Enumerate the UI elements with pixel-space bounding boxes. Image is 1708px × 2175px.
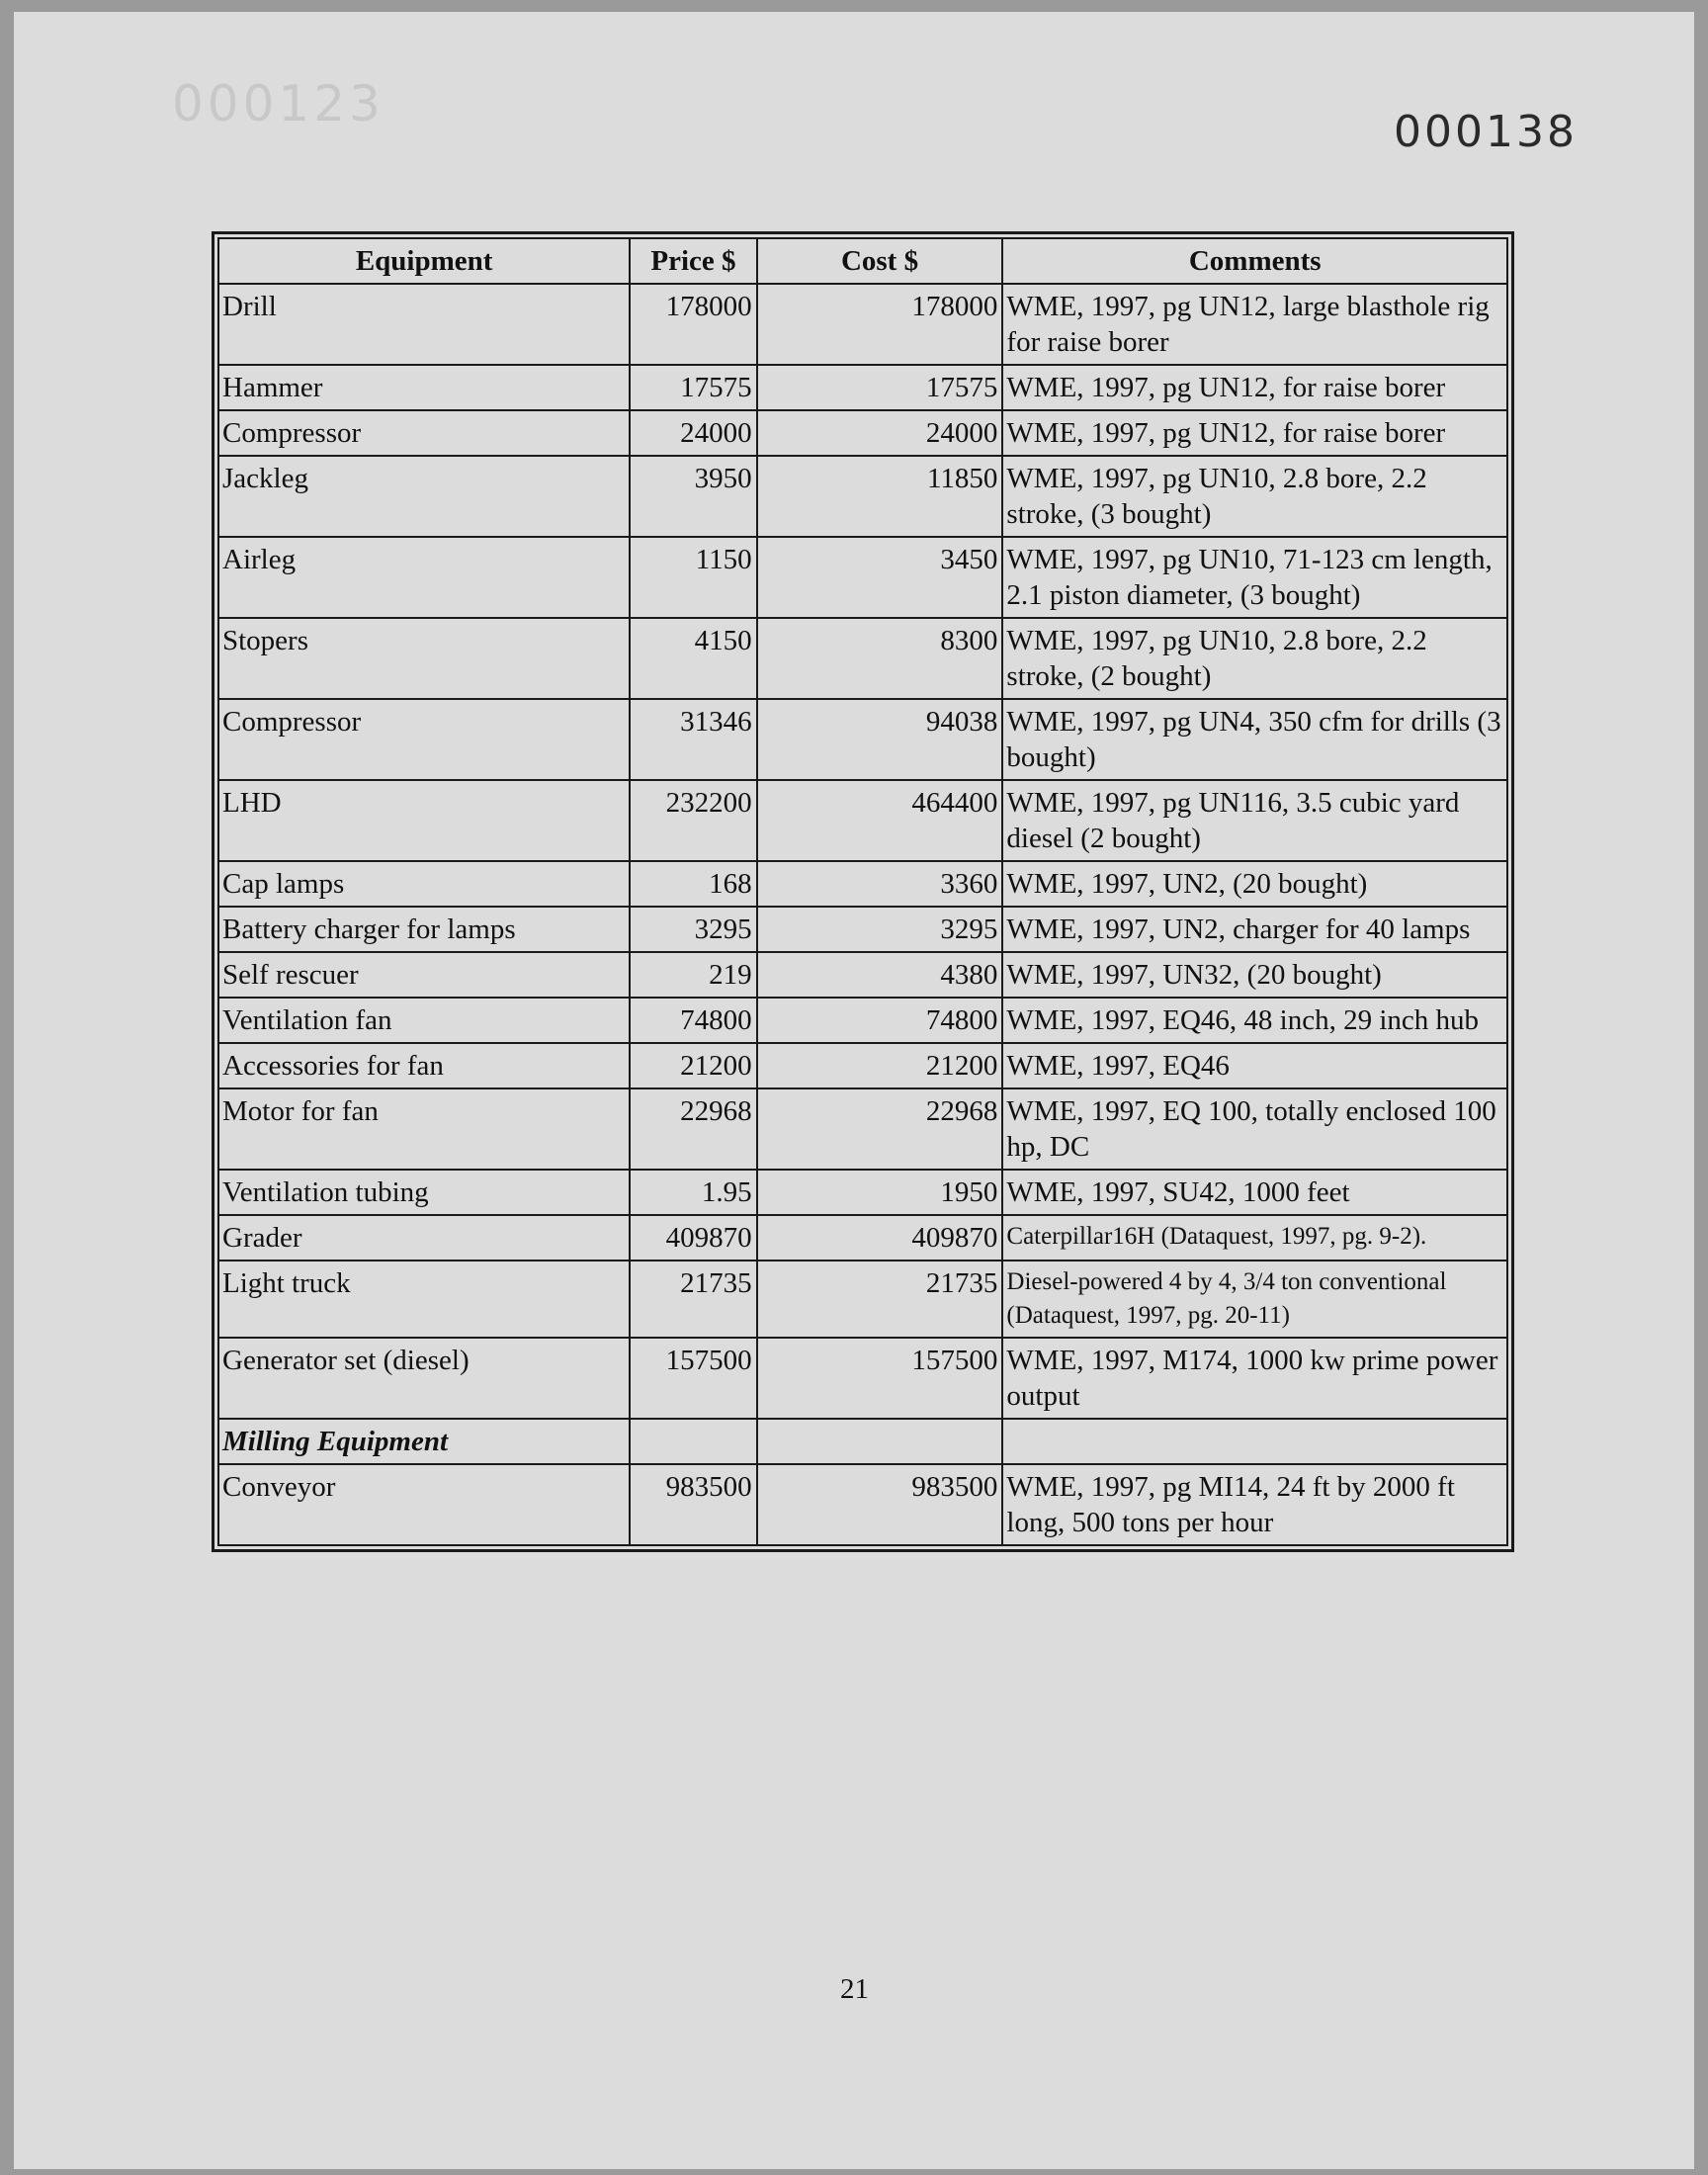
- table-row: [218, 998, 1507, 1043]
- bleed-through-stamp: 000123: [172, 75, 384, 132]
- table-row: [218, 1261, 1507, 1338]
- table-row: [218, 1170, 1507, 1215]
- equipment-cell: Generator set (diesel): [218, 1338, 630, 1419]
- comment-cell: WME, 1997, EQ46: [1002, 1043, 1507, 1088]
- table-row: [218, 952, 1507, 998]
- price-cell: 3295: [630, 907, 756, 952]
- comment-cell: Caterpillar16H (Dataquest, 1997, pg. 9-2).: [1002, 1215, 1507, 1261]
- equipment-cell: Battery charger for lamps: [218, 907, 630, 952]
- comment-cell: WME, 1997, pg UN12, for raise borer: [1002, 410, 1507, 456]
- price-cell: 1.95: [630, 1170, 756, 1215]
- price-cell: 74800: [630, 998, 756, 1043]
- comment-cell: WME, 1997, pg UN10, 71-123 cm length, 2.1 piston diameter, (3 bought): [1002, 537, 1507, 618]
- price-cell: 31346: [630, 699, 756, 780]
- bates-stamp: 000138: [1394, 107, 1578, 157]
- cost-cell: 983500: [757, 1464, 1003, 1545]
- price-cell: 219: [630, 952, 756, 998]
- equipment-cell: Cap lamps: [218, 861, 630, 907]
- cost-cell: 178000: [757, 284, 1003, 365]
- page-number: 21: [840, 1973, 869, 2005]
- cost-cell: 74800: [757, 998, 1003, 1043]
- equipment-cell: LHD: [218, 780, 630, 861]
- equipment-cell: Accessories for fan: [218, 1043, 630, 1088]
- price-cell: 22968: [630, 1088, 756, 1170]
- comment-cell: WME, 1997, SU42, 1000 feet: [1002, 1170, 1507, 1215]
- price-cell: 21200: [630, 1043, 756, 1088]
- comment-cell: WME, 1997, EQ46, 48 inch, 29 inch hub: [1002, 998, 1507, 1043]
- comment-cell: WME, 1997, EQ 100, totally enclosed 100 hp, DC: [1002, 1088, 1507, 1170]
- comment-cell: WME, 1997, pg UN12, large blasthole rig for raise borer: [1002, 284, 1507, 365]
- table-section-row: [218, 1419, 1507, 1464]
- price-cell: 168: [630, 861, 756, 907]
- table-row: [218, 456, 1507, 537]
- cost-cell: 94038: [757, 699, 1003, 780]
- equipment-cell: Compressor: [218, 699, 630, 780]
- equipment-cell: Jackleg: [218, 456, 630, 537]
- equipment-cell: Motor for fan: [218, 1088, 630, 1170]
- price-cell: 232200: [630, 780, 756, 861]
- cost-cell: 157500: [757, 1338, 1003, 1419]
- table-row: [218, 537, 1507, 618]
- table-row: [218, 1043, 1507, 1088]
- comment-cell: WME, 1997, pg UN4, 350 cfm for drills (3 bought): [1002, 699, 1507, 780]
- cost-cell: 11850: [757, 456, 1003, 537]
- comment-cell: WME, 1997, M174, 1000 kw prime power output: [1002, 1338, 1507, 1419]
- table-row: [218, 1464, 1507, 1545]
- cost-cell: 3450: [757, 537, 1003, 618]
- table-row: [218, 618, 1507, 699]
- price-cell: 4150: [630, 618, 756, 699]
- table-row: [218, 861, 1507, 907]
- equipment-cell: Ventilation tubing: [218, 1170, 630, 1215]
- price-cell: 157500: [630, 1338, 756, 1419]
- table-row: [218, 699, 1507, 780]
- cost-cell: 3295: [757, 907, 1003, 952]
- header-price: Price $: [630, 238, 756, 284]
- header-cost: Cost $: [757, 238, 1003, 284]
- comment-cell: WME, 1997, pg UN12, for raise borer: [1002, 365, 1507, 410]
- comment-cell: Diesel-powered 4 by 4, 3/4 ton conventional (Dataquest, 1997, pg. 20-11): [1002, 1261, 1507, 1338]
- price-cell: 21735: [630, 1261, 756, 1338]
- cost-cell: 22968: [757, 1088, 1003, 1170]
- table-row: [218, 410, 1507, 456]
- equipment-cell: Hammer: [218, 365, 630, 410]
- cost-cell: 8300: [757, 618, 1003, 699]
- equipment-cell: Airleg: [218, 537, 630, 618]
- price-cell: 409870: [630, 1215, 756, 1261]
- price-cell: 24000: [630, 410, 756, 456]
- table-row: [218, 284, 1507, 365]
- cost-cell: 464400: [757, 780, 1003, 861]
- cost-cell: 21735: [757, 1261, 1003, 1338]
- equipment-cost-table: [217, 237, 1508, 1546]
- cost-cell: 409870: [757, 1215, 1003, 1261]
- empty-cell: [630, 1419, 756, 1464]
- empty-cell: [757, 1419, 1003, 1464]
- empty-cell: [1002, 1419, 1507, 1464]
- comment-cell: WME, 1997, UN2, (20 bought): [1002, 861, 1507, 907]
- table-row: [218, 780, 1507, 861]
- cost-cell: 1950: [757, 1170, 1003, 1215]
- cost-cell: 24000: [757, 410, 1003, 456]
- equipment-cell: Ventilation fan: [218, 998, 630, 1043]
- equipment-cell: Self rescuer: [218, 952, 630, 998]
- comment-cell: WME, 1997, pg UN116, 3.5 cubic yard diesel (2 bought): [1002, 780, 1507, 861]
- cost-cell: 3360: [757, 861, 1003, 907]
- table-row: [218, 365, 1507, 410]
- equipment-cell: Compressor: [218, 410, 630, 456]
- price-cell: 3950: [630, 456, 756, 537]
- comment-cell: WME, 1997, UN32, (20 bought): [1002, 952, 1507, 998]
- table-row: [218, 1338, 1507, 1419]
- comment-cell: WME, 1997, pg UN10, 2.8 bore, 2.2 stroke, (2 bought): [1002, 618, 1507, 699]
- equipment-cell: Grader: [218, 1215, 630, 1261]
- equipment-cell: Drill: [218, 284, 630, 365]
- comment-cell: WME, 1997, pg UN10, 2.8 bore, 2.2 stroke, (3 bought): [1002, 456, 1507, 537]
- table-row: [218, 1215, 1507, 1261]
- cost-cell: 17575: [757, 365, 1003, 410]
- comment-cell: WME, 1997, UN2, charger for 40 lamps: [1002, 907, 1507, 952]
- equipment-cell: Light truck: [218, 1261, 630, 1338]
- table-row: [218, 1088, 1507, 1170]
- comment-cell: WME, 1997, pg MI14, 24 ft by 2000 ft long, 500 tons per hour: [1002, 1464, 1507, 1545]
- cost-cell: 4380: [757, 952, 1003, 998]
- price-cell: 17575: [630, 365, 756, 410]
- table-row: [218, 907, 1507, 952]
- document-page: [14, 12, 1694, 2169]
- table-header-row: [218, 238, 1507, 284]
- equipment-table-frame: [212, 231, 1514, 1552]
- table-body: [218, 284, 1507, 1545]
- price-cell: 983500: [630, 1464, 756, 1545]
- equipment-cell: Conveyor: [218, 1464, 630, 1545]
- section-label: Milling Equipment: [218, 1419, 630, 1464]
- cost-cell: 21200: [757, 1043, 1003, 1088]
- equipment-cell: Stopers: [218, 618, 630, 699]
- header-comments: Comments: [1002, 238, 1507, 284]
- price-cell: 1150: [630, 537, 756, 618]
- price-cell: 178000: [630, 284, 756, 365]
- header-equipment: Equipment: [218, 238, 630, 284]
